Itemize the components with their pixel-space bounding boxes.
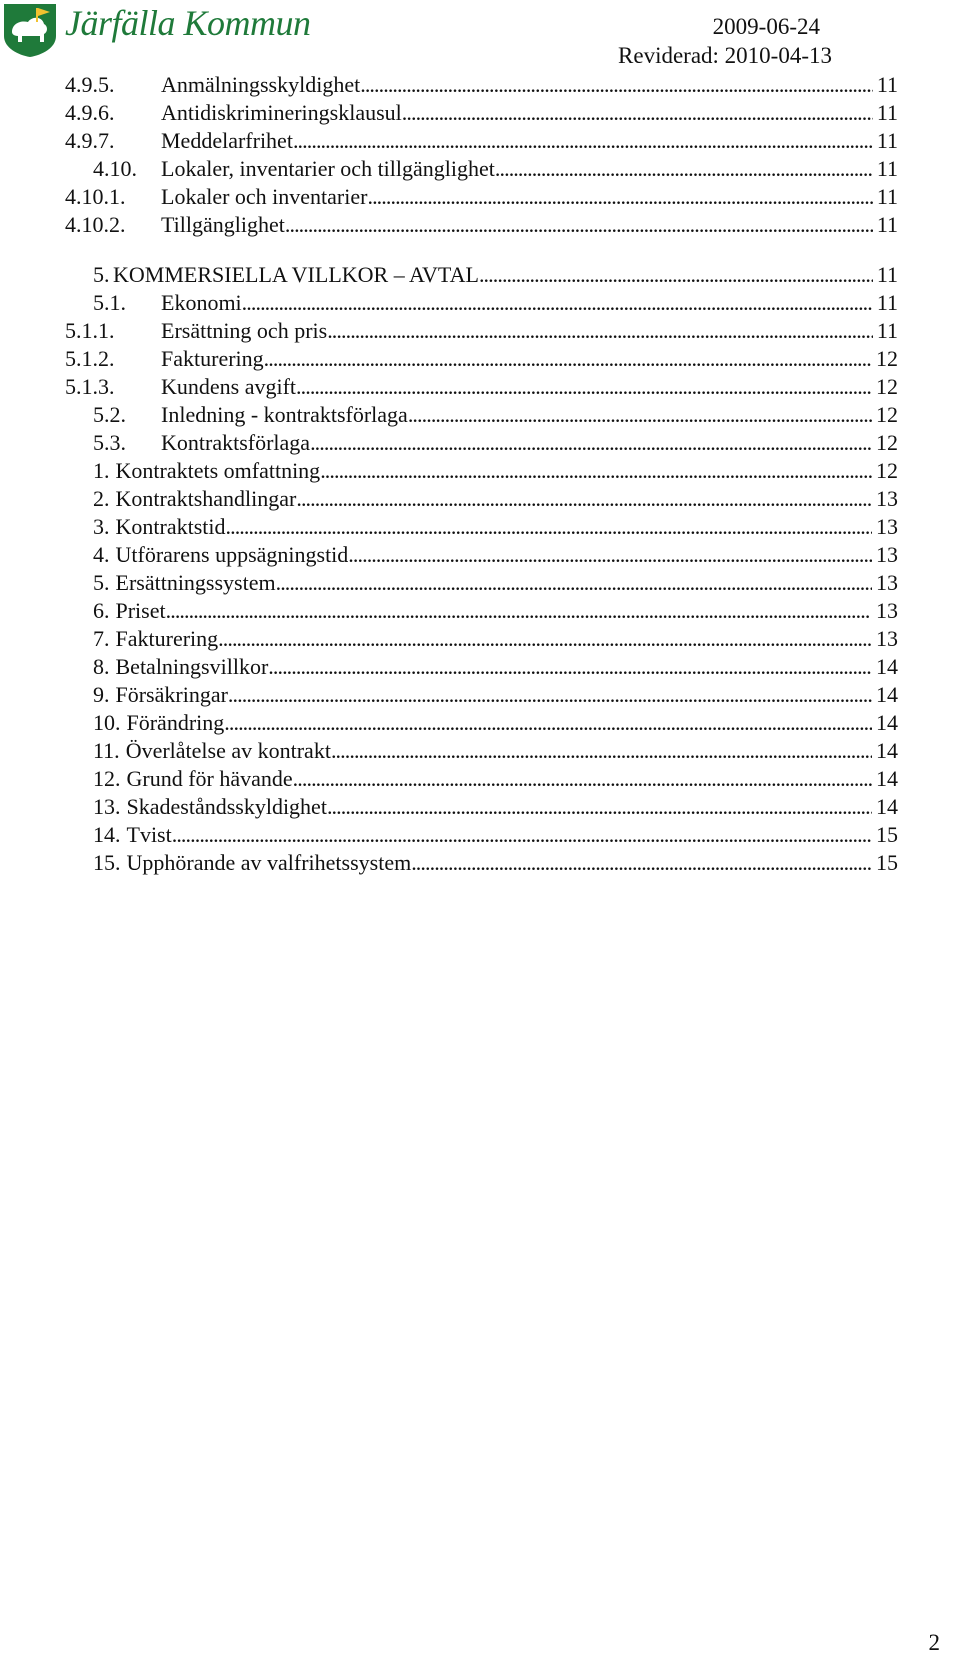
toc-entry-number: 6. — [93, 598, 110, 623]
toc-entry-page: 11 — [876, 128, 898, 153]
toc-entry[interactable] — [93, 652, 898, 681]
toc-entry-title: Kontraktets omfattning — [115, 458, 321, 483]
toc-dot-leader — [296, 372, 872, 401]
toc-entry-page: 11 — [876, 318, 898, 343]
toc-entry[interactable] — [93, 540, 898, 569]
toc-entry-page: 13 — [876, 542, 898, 567]
toc-entry[interactable] — [65, 344, 898, 373]
toc-entry[interactable] — [93, 764, 898, 793]
toc-entry-number: 12. — [93, 766, 121, 791]
toc-entry-title: Fakturering — [115, 626, 219, 651]
toc-dot-leader — [166, 596, 872, 625]
toc-entry-number: 9. — [93, 682, 110, 707]
toc-entry-number: 5.1.2. — [65, 346, 115, 371]
toc-dot-leader — [224, 708, 872, 737]
toc-entry-title: Överlåtelse av kontrakt — [125, 738, 331, 763]
toc-entry[interactable] — [93, 736, 898, 765]
toc-entry-number: 4.10.1. — [65, 184, 126, 209]
toc-entry-number: 2. — [93, 486, 110, 511]
toc-entry-title: KOMMERSIELLA VILLKOR – AVTAL — [113, 262, 479, 287]
toc-entry-title: Fakturering — [161, 346, 264, 371]
toc-entry-title: Ersättning och pris — [161, 318, 328, 343]
toc-entry-number: 5.1.3. — [65, 374, 115, 399]
toc-dot-leader — [293, 764, 872, 793]
toc-entry[interactable] — [93, 820, 898, 849]
toc-entry-page: 11 — [876, 262, 898, 287]
page-number: 2 — [928, 1630, 940, 1655]
toc-entry[interactable] — [93, 154, 898, 183]
revision-date: Reviderad: 2010-04-13 — [618, 43, 832, 68]
toc-entry[interactable] — [93, 260, 898, 289]
toc-entry-number: 8. — [93, 654, 110, 679]
toc-entry-title: Förändring — [126, 710, 225, 735]
toc-entry-title: Meddelarfrihet — [161, 128, 293, 153]
toc-dot-leader — [320, 456, 872, 485]
toc-dot-leader — [285, 210, 873, 239]
toc-dot-leader — [331, 736, 872, 765]
toc-entry-page: 11 — [876, 290, 898, 315]
toc-entry-page: 13 — [876, 570, 898, 595]
toc-entry[interactable] — [93, 288, 898, 317]
document-dates — [618, 12, 832, 70]
toc-entry-page: 15 — [876, 822, 898, 847]
toc-entry[interactable] — [65, 70, 898, 99]
toc-entry-title: Tillgänglighet — [161, 212, 285, 237]
toc-entry-title: Tvist — [126, 822, 172, 847]
toc-entry-page: 12 — [876, 346, 898, 371]
toc-dot-leader — [268, 652, 872, 681]
toc-entry-title: Priset — [115, 598, 166, 623]
toc-dot-leader — [360, 70, 873, 99]
toc-entry-number: 4.9.5. — [65, 72, 115, 97]
toc-entry-title: Grund för hävande — [126, 766, 293, 791]
toc-entry-number: 14. — [93, 822, 121, 847]
toc-entry[interactable] — [65, 126, 898, 155]
toc-dot-leader — [264, 344, 872, 373]
toc-dot-leader — [479, 260, 873, 289]
toc-entry-number: 5.2. — [93, 402, 126, 427]
toc-entry-title: Anmälningsskyldighet — [161, 72, 361, 97]
toc-entry-page: 14 — [876, 654, 898, 679]
toc-entry-page: 13 — [876, 486, 898, 511]
toc-entry[interactable] — [93, 456, 898, 485]
toc-entry-title: Antidiskrimineringsklausul — [161, 100, 402, 125]
toc-entry-page: 11 — [876, 184, 898, 209]
page-header — [0, 0, 960, 70]
toc-dot-leader — [367, 182, 872, 211]
toc-entry-number: 5. — [93, 570, 110, 595]
toc-entry-page: 14 — [876, 794, 898, 819]
toc-dot-leader — [327, 316, 873, 345]
toc-dot-leader — [218, 624, 872, 653]
brand-wordmark: Järfälla Kommun — [65, 3, 311, 43]
toc-entry-number: 5.1. — [93, 290, 126, 315]
toc-dot-leader — [296, 484, 872, 513]
toc-entry[interactable] — [93, 708, 898, 737]
toc-entry-title: Kontraktstid — [115, 514, 226, 539]
toc-entry-number: 5. — [93, 262, 110, 287]
toc-dot-leader — [310, 428, 872, 457]
toc-entry-number: 15. — [93, 850, 121, 875]
toc-entry-title: Betalningsvillkor — [115, 654, 269, 679]
toc-entry-page: 11 — [876, 156, 898, 181]
toc-entry-title: Försäkringar — [115, 682, 228, 707]
toc-entry-title: Utförarens uppsägningstid — [115, 542, 349, 567]
toc-entry-number: 7. — [93, 626, 110, 651]
toc-dot-leader — [172, 820, 872, 849]
toc-entry-title: Kontraktshandlingar — [115, 486, 297, 511]
toc-entry-title: Ekonomi — [161, 290, 242, 315]
toc-entry-number: 4.10. — [93, 156, 137, 181]
toc-entry[interactable] — [93, 512, 898, 541]
toc-entry-title: Upphörande av valfrihetssystem — [126, 850, 412, 875]
toc-entry-page: 11 — [876, 100, 898, 125]
toc-dot-leader — [293, 126, 873, 155]
toc-entry[interactable] — [93, 624, 898, 653]
toc-entry[interactable] — [65, 182, 898, 211]
toc-entry[interactable] — [93, 792, 898, 821]
toc-entry-number: 5.1.1. — [65, 318, 115, 343]
toc-entry-page: 12 — [876, 374, 898, 399]
toc-entry[interactable] — [65, 316, 898, 345]
toc-entry[interactable] — [93, 680, 898, 709]
toc-entry-page: 14 — [876, 766, 898, 791]
toc-entry-title: Ersättningssystem — [115, 570, 276, 595]
toc-dot-leader — [327, 792, 872, 821]
toc-entry-number: 11. — [93, 738, 120, 763]
toc-entry[interactable] — [65, 98, 898, 127]
toc-entry[interactable] — [93, 428, 898, 457]
toc-entry-page: 11 — [876, 72, 898, 97]
toc-entry-number: 4.9.6. — [65, 100, 115, 125]
toc-entry-title: Skadeståndsskyldighet — [126, 794, 327, 819]
toc-entry-number: 13. — [93, 794, 121, 819]
lamb-crest-icon — [2, 2, 58, 58]
toc-dot-leader — [402, 98, 873, 127]
toc-entry-title: Kontraktsförlaga — [161, 430, 311, 455]
toc-entry-page: 13 — [876, 598, 898, 623]
toc-entry-page: 13 — [876, 626, 898, 651]
toc-entry-number: 4.9.7. — [65, 128, 115, 153]
toc-entry-title: Inledning - kontraktsförlaga — [161, 402, 408, 427]
toc-entry-page: 15 — [876, 850, 898, 875]
toc-dot-leader — [242, 288, 873, 317]
toc-dot-leader — [226, 512, 873, 541]
toc-entry-page: 14 — [876, 710, 898, 735]
toc-entry-number: 1. — [93, 458, 110, 483]
toc-entry-number: 10. — [93, 710, 121, 735]
toc-entry-page: 14 — [876, 738, 898, 763]
toc-entry[interactable] — [93, 400, 898, 429]
toc-dot-leader — [411, 848, 872, 877]
toc-dot-leader — [408, 400, 872, 429]
toc-entry-number: 4. — [93, 542, 110, 567]
toc-entry-page: 12 — [876, 430, 898, 455]
toc-entry[interactable] — [93, 848, 898, 877]
toc-entry-number: 4.10.2. — [65, 212, 126, 237]
toc-entry-number: 3. — [93, 514, 110, 539]
toc-entry-page: 12 — [876, 402, 898, 427]
toc-dot-leader — [348, 540, 872, 569]
toc-entry[interactable] — [93, 596, 898, 625]
document-date: 2009-06-24 — [712, 14, 820, 39]
toc-entry[interactable] — [65, 372, 898, 401]
toc-entry[interactable] — [93, 484, 898, 513]
toc-entry[interactable] — [93, 568, 898, 597]
toc-entry-number: 5.3. — [93, 430, 126, 455]
toc-entry-page: 11 — [876, 212, 898, 237]
toc-entry-title: Lokaler, inventarier och tillgänglighet — [161, 156, 495, 181]
toc-dot-leader — [495, 154, 873, 183]
toc-entry-title: Lokaler och inventarier — [161, 184, 368, 209]
toc-dot-leader — [276, 568, 872, 597]
toc-entry-page: 12 — [876, 458, 898, 483]
toc-dot-leader — [228, 680, 872, 709]
toc-entry[interactable] — [65, 210, 898, 239]
toc-entry-page: 13 — [876, 514, 898, 539]
toc-entry-page: 14 — [876, 682, 898, 707]
toc-entry-title: Kundens avgift — [161, 374, 297, 399]
